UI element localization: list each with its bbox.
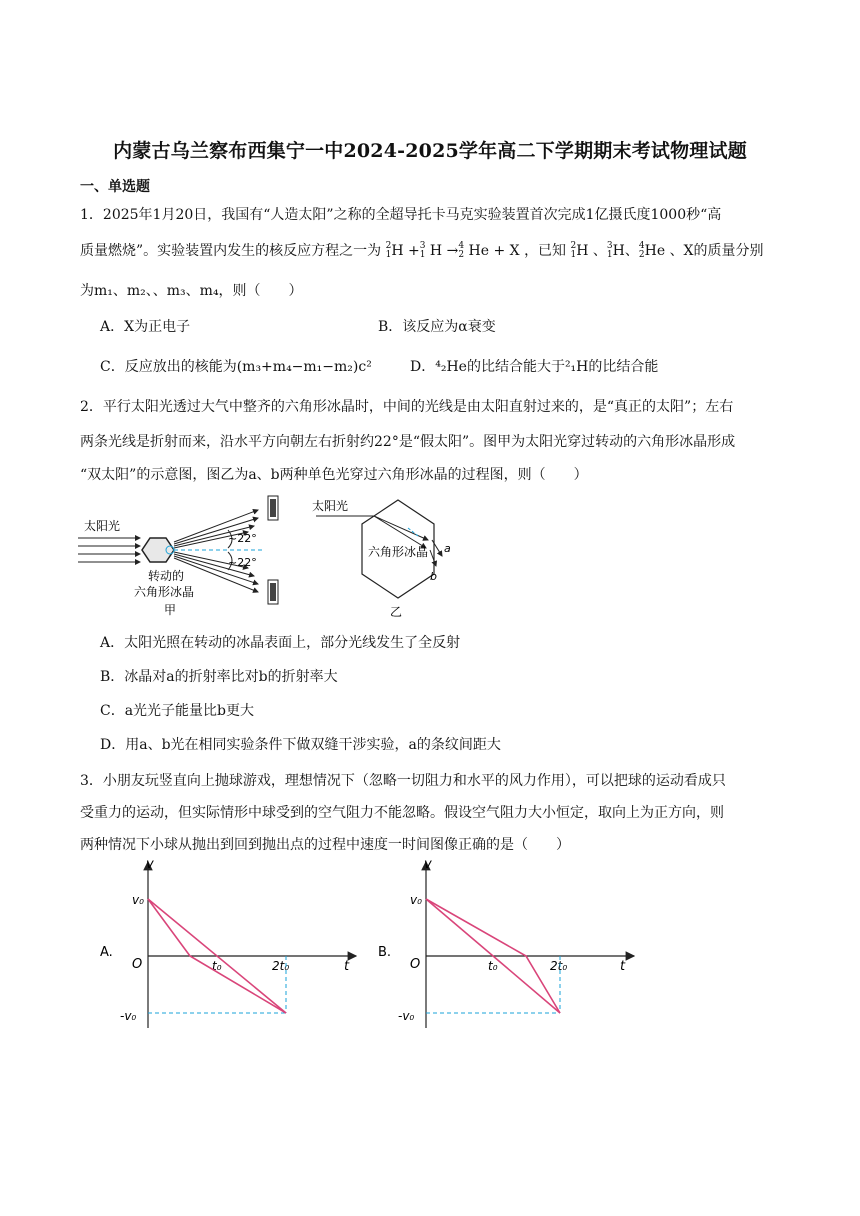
q3-line1: 3．小朋友玩竖直向上抛球游戏，理想情况下（忽略一切阻力和水平的风力作用），可以把球的运动看成只 xyxy=(80,773,726,789)
q1-line2c: 、X的质量分别 xyxy=(669,243,764,259)
graph-b-v0: v₀ xyxy=(410,893,422,907)
figure-jia xyxy=(78,490,298,620)
graph-a-v0: v₀ xyxy=(132,893,144,907)
yi-label-a: a xyxy=(444,542,451,555)
q1-line1: 1．2025年1月20日，我国有“人造太阳”之称的全超导托卡马克实验装置首次完成1亿摄氏度1000秒“高 xyxy=(80,207,722,223)
q3-line2: 受重力的运动，但实际情形中球受到的空气阻力不能忽略。假设空气阻力大小恒定，取向上为正方向，则 xyxy=(80,805,724,821)
q2-option-b[interactable]: B．冰晶对a的折射率比对b的折射率大 xyxy=(100,669,338,685)
graph-a-neg-v0: -v₀ xyxy=(120,1009,137,1023)
graph-a-axis-t: t xyxy=(344,959,350,974)
graph-a-2t0: 2t₀ xyxy=(272,959,290,973)
q2-option-d[interactable]: D．用a、b光在相同实验条件下做双缝干涉实验，a的条纹间距大 xyxy=(100,737,501,753)
jia-crystal-label-1: 转动的 xyxy=(148,569,185,583)
jia-caption: 甲 xyxy=(164,603,177,617)
section-heading: 一、单选题 xyxy=(80,179,150,195)
graph-a-label: A. xyxy=(100,945,113,960)
q2-line3: “双太阳”的示意图，图乙为a、b两种单色光穿过六角形冰晶的过程图，则（ ） xyxy=(80,467,588,483)
q1-option-d[interactable]: D．⁴₂He的比结合能大于²₁H的比结合能 xyxy=(410,359,659,375)
q2-option-c[interactable]: C．a光光子能量比b更大 xyxy=(100,703,255,719)
q1-line3: 为m₁、m₂、、m₃、m₄，则（ ） xyxy=(80,283,303,299)
q2-line2: 两条光线是折射而来，沿水平方向朝左右折射约22°是“假太阳”。图甲为太阳光穿过转动的六角形冰晶形成 xyxy=(80,434,736,450)
q2-option-a[interactable]: A．太阳光照在转动的冰晶表面上，部分光线发生了全反射 xyxy=(100,635,461,651)
yi-crystal-label: 六角形冰晶 xyxy=(368,545,429,559)
jia-hexagon-crystal xyxy=(142,538,174,562)
graph-b-axis-v: v xyxy=(424,857,432,872)
yi-caption: 乙 xyxy=(390,605,403,619)
graph-b-neg-v0: -v₀ xyxy=(398,1009,415,1023)
jia-incoming-rays xyxy=(78,538,140,562)
q1-option-a[interactable]: A．X为正电子 xyxy=(100,319,191,335)
graph-a-t0: t₀ xyxy=(212,959,222,973)
q1-line2a: 质量燃烧”。实验装置内发生的核反应方程之一为 xyxy=(80,243,382,259)
graph-a-origin: O xyxy=(132,957,143,972)
figure-yi xyxy=(308,494,468,620)
q1-option-c[interactable]: C．反应放出的核能为(m₃+m₄−m₁−m₂)c² xyxy=(100,359,372,375)
graph-a[interactable] xyxy=(96,856,366,1036)
yi-sunlight-label: 太阳光 xyxy=(312,499,349,513)
q1-option-b[interactable]: B．该反应为α衰变 xyxy=(378,319,496,335)
graph-b-t0: t₀ xyxy=(488,959,498,973)
jia-angle-lower: ~22° xyxy=(228,556,257,569)
q2-line1: 2．平行太阳光透过大气中整齐的六角形冰晶时，中间的光线是由太阳直射过来的，是“真正的太阳”；左右 xyxy=(80,399,734,415)
graph-b-axis-t: t xyxy=(620,959,626,974)
graph-b[interactable] xyxy=(374,856,644,1036)
graph-a-axis-v: v xyxy=(146,857,154,872)
q1-line2b: ，已知 xyxy=(524,243,567,259)
graph-b-label: B. xyxy=(378,945,392,960)
jia-angle-upper: ~22° xyxy=(228,532,257,545)
q1-masses: 2 1 H 、 3 1 H、 4 2 He xyxy=(570,241,666,260)
q3-line3: 两种情况下小球从抛出到回到抛出点的过程中速度一时间图像正确的是（ ） xyxy=(80,837,570,853)
yi-label-b: b xyxy=(430,570,437,583)
jia-crystal-label-2: 六角形冰晶 xyxy=(134,585,195,599)
page-title: 内蒙古乌兰察布西集宁一中2024-2025学年高二下学期期末考试物理试题 xyxy=(113,140,747,162)
q1-line2 xyxy=(80,240,780,260)
graph-b-2t0: 2t₀ xyxy=(550,959,568,973)
jia-sunlight-label: 太阳光 xyxy=(84,519,121,533)
q1-equation: 2 1 H + 3 1 H → 4 2 He + X xyxy=(385,241,525,260)
graph-b-origin: O xyxy=(410,957,421,972)
